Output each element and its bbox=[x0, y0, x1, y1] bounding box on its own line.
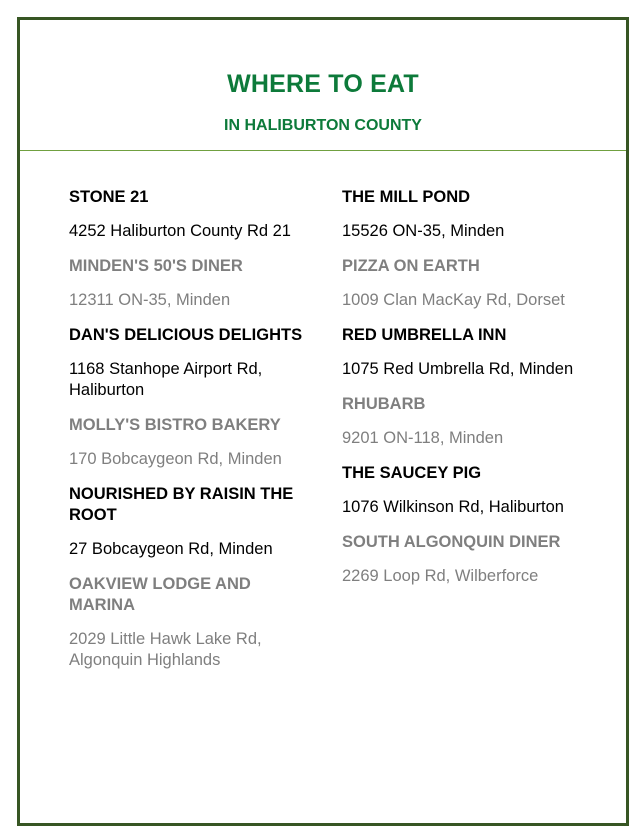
restaurant-entry bbox=[342, 394, 582, 449]
restaurant-entry bbox=[342, 187, 582, 242]
restaurant-address: 12311 ON-35, Minden bbox=[69, 291, 231, 309]
restaurant-name: PIZZA ON EARTH bbox=[342, 257, 480, 275]
restaurant-entry bbox=[69, 484, 309, 560]
restaurant-name: RED UMBRELLA INN bbox=[342, 326, 507, 344]
restaurant-name: RHUBARB bbox=[342, 395, 426, 413]
restaurant-name: OAKVIEW LODGE AND MARINA bbox=[69, 575, 251, 614]
restaurant-entry bbox=[69, 256, 309, 311]
restaurant-entry bbox=[69, 187, 309, 242]
restaurant-name: MOLLY'S BISTRO BAKERY bbox=[69, 416, 281, 434]
restaurant-address: 1075 Red Umbrella Rd, Minden bbox=[342, 360, 574, 378]
restaurant-entry bbox=[69, 415, 309, 470]
restaurant-name: STONE 21 bbox=[69, 188, 149, 206]
restaurant-address: 1076 Wilkinson Rd, Haliburton bbox=[342, 498, 564, 516]
restaurant-name: DAN'S DELICIOUS DELIGHTS bbox=[69, 326, 303, 344]
restaurant-address: 170 Bobcaygeon Rd, Minden bbox=[69, 450, 282, 468]
restaurant-name: THE SAUCEY PIG bbox=[342, 464, 482, 482]
left-column bbox=[69, 187, 309, 685]
right-column bbox=[342, 187, 582, 601]
restaurant-address: 2029 Little Hawk Lake Rd, Algonquin Highlands bbox=[69, 630, 262, 669]
restaurant-entry bbox=[342, 532, 582, 587]
restaurant-name: SOUTH ALGONQUIN DINER bbox=[342, 533, 561, 551]
page-subtitle: IN HALIBURTON COUNTY bbox=[224, 117, 422, 134]
restaurant-entry bbox=[69, 325, 309, 401]
header bbox=[20, 20, 626, 151]
restaurant-address: 15526 ON-35, Minden bbox=[342, 222, 505, 240]
restaurant-entry bbox=[342, 256, 582, 311]
restaurant-entry bbox=[69, 574, 309, 671]
restaurant-address: 4252 Haliburton County Rd 21 bbox=[69, 222, 291, 240]
restaurant-address: 2269 Loop Rd, Wilberforce bbox=[342, 567, 539, 585]
restaurant-name: NOURISHED BY RAISIN THE ROOT bbox=[69, 485, 294, 524]
restaurant-address: 1009 Clan MacKay Rd, Dorset bbox=[342, 291, 565, 309]
restaurant-address: 27 Bobcaygeon Rd, Minden bbox=[69, 540, 273, 558]
restaurant-name: THE MILL POND bbox=[342, 188, 471, 206]
restaurant-entry bbox=[342, 325, 582, 380]
page-title: WHERE TO EAT bbox=[227, 70, 419, 98]
restaurant-name: MINDEN'S 50'S DINER bbox=[69, 257, 243, 275]
restaurant-address: 1168 Stanhope Airport Rd, Haliburton bbox=[69, 360, 263, 399]
page-frame bbox=[17, 17, 629, 826]
restaurant-address: 9201 ON-118, Minden bbox=[342, 429, 504, 447]
restaurant-entry bbox=[342, 463, 582, 518]
